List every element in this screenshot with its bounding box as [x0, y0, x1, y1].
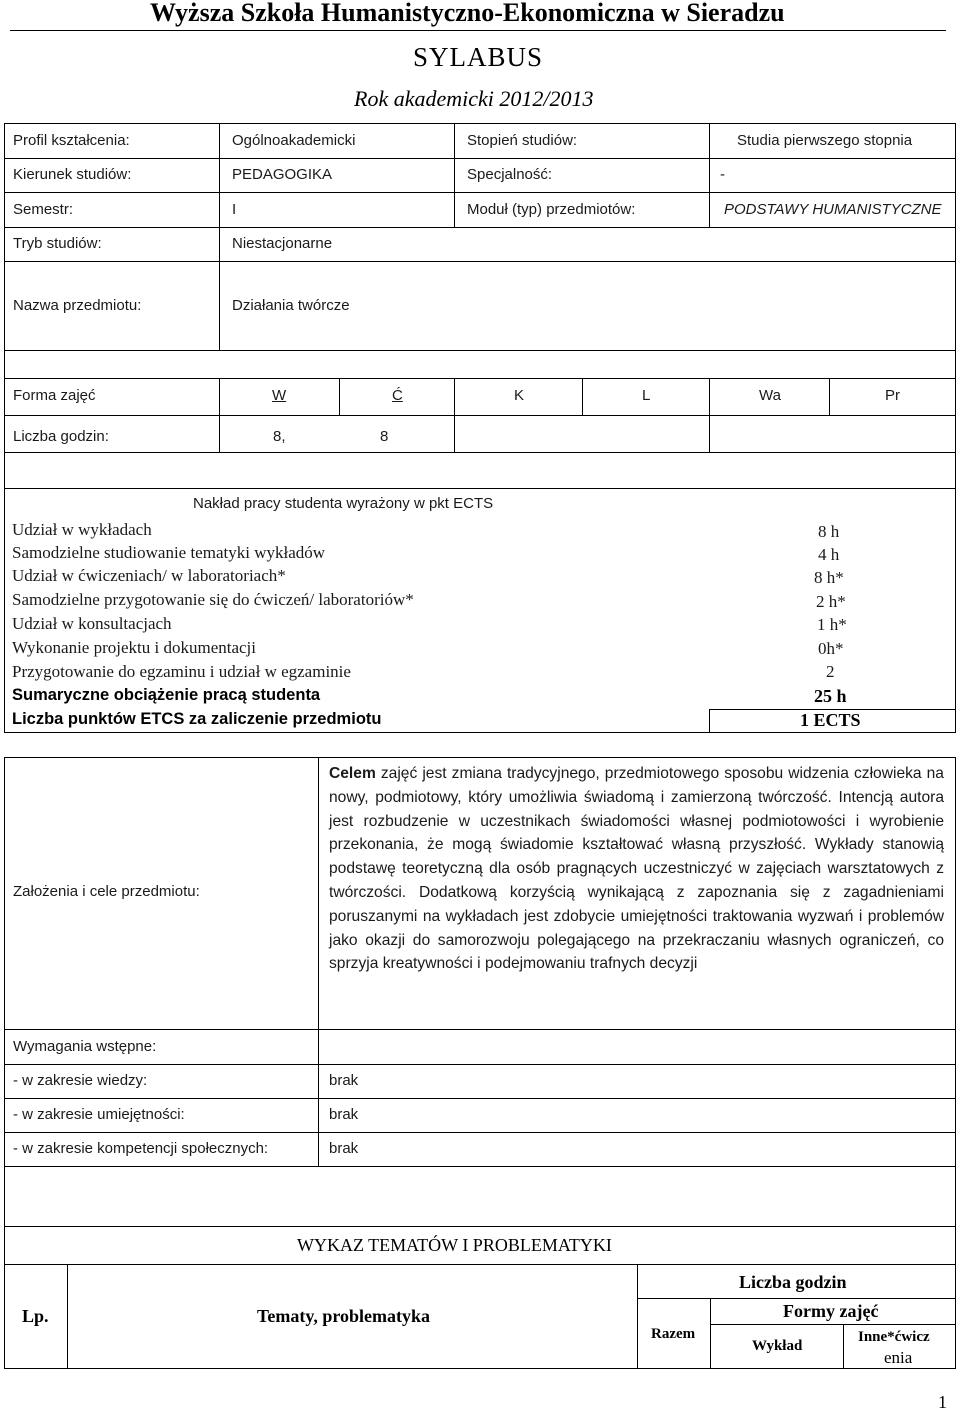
- mode-value: Niestacjonarne: [232, 235, 333, 252]
- spec-label: Specjalność:: [467, 166, 553, 183]
- goals-border: [318, 757, 319, 1166]
- goals-label: Założenia i cele przedmiotu:: [13, 883, 200, 900]
- ects-border: [709, 709, 710, 733]
- ects-points-label: Liczba punktów ETCS za zaliczenie przedmiotu: [12, 710, 382, 728]
- topics-subject-header: Tematy, problematyka: [257, 1306, 431, 1326]
- form-k: K: [514, 387, 525, 404]
- semester-label: Semestr:: [13, 201, 74, 218]
- topics-border: [637, 1298, 955, 1299]
- info-border: [709, 378, 710, 452]
- goals-border: [4, 1166, 956, 1167]
- hours-c: 8: [380, 428, 389, 445]
- info-border: [4, 158, 956, 159]
- forms-label: Forma zajęć: [13, 387, 96, 404]
- doc-title: SYLABUS: [413, 42, 544, 72]
- topics-other-header-1: Inne*ćwicz: [858, 1329, 930, 1345]
- topics-border: [4, 1264, 956, 1265]
- ects-points-value: 1 ECTS: [800, 710, 861, 730]
- req-skills-value: brak: [329, 1106, 359, 1123]
- spec-value: -: [720, 166, 725, 183]
- info-border: [454, 123, 455, 227]
- degree-label: Stopień studiów:: [467, 132, 578, 149]
- ects-total-value: 25 h: [814, 686, 847, 706]
- ects-total-label: Sumaryczne obciążenie pracą studenta: [12, 686, 321, 704]
- ects-row-value: 8 h*: [814, 568, 844, 587]
- hours-w: 8,: [273, 428, 286, 445]
- ects-row-value: 0h*: [818, 639, 844, 658]
- ects-row-label: Samodzielne przygotowanie się do ćwiczeń/ laboratoriów*: [12, 590, 414, 609]
- info-border: [4, 261, 956, 262]
- semester-value: I: [232, 201, 237, 218]
- info-border: [4, 378, 956, 379]
- req-social-value: brak: [329, 1140, 359, 1157]
- form-w: W: [272, 387, 287, 404]
- info-border: [4, 227, 956, 228]
- goals-text: [329, 762, 944, 976]
- topics-total-header: Razem: [651, 1326, 696, 1342]
- topics-border: [843, 1324, 844, 1368]
- info-border: [955, 123, 956, 488]
- goals-text-bold: Celem: [329, 765, 376, 782]
- module-label: Moduł (typ) przedmiotów:: [467, 201, 636, 218]
- ects-row-label: Udział w konsultacjach: [12, 614, 172, 633]
- topics-other-header-2: enia: [884, 1348, 913, 1367]
- topics-forms-header: Formy zajęć: [783, 1301, 879, 1321]
- hours-label: Liczba godzin:: [13, 428, 109, 445]
- info-border: [4, 452, 956, 453]
- info-border: [4, 192, 956, 193]
- goals-border: [4, 757, 956, 758]
- field-label: Kierunek studiów:: [13, 166, 132, 183]
- field-value: PEDAGOGIKA: [232, 166, 333, 183]
- ects-row-value: 8 h: [818, 522, 840, 541]
- ects-row-label: Wykonanie projektu i dokumentacji: [12, 638, 256, 657]
- header-rule: [10, 30, 946, 31]
- degree-value: Studia pierwszego stopnia: [737, 132, 913, 149]
- form-wa: Wa: [759, 387, 781, 404]
- form-pr: Pr: [885, 387, 900, 404]
- profile-value: Ogólnoakademicki: [232, 132, 356, 149]
- ects-row-value: 1 h*: [817, 615, 847, 634]
- goals-text-body: zajęć jest zmiana tradycyjnego, przedmiotowego sposobu widzenia człowieka na nowy, podmiotowy, który umożliwia świadomą i zamierzoną twórczość. Intencją autora jest rozbudzenie w uczestnikach świadomości własnej podmiotowości i wyrobienie przekonania, że mogą świadomie kształtować własną przyszłość. Wykłady stanowią podstawę teoretyczną dla osób pragnących uczestniczyć w zajęciach warsztatowych z twórczości. Dodatkową korzyścią wynikającą z zapoznania się z zagadnieniami poruszanymi na wykładach jest zdobycie umiejętności traktowania wyzwań i problemów jako okazji do samorozwoju polegającego na przekraczaniu własnych ograniczeń, co sprzyja kreatywności i podejmowaniu trafnych decyzji: [329, 765, 944, 973]
- goals-border: [4, 1098, 956, 1099]
- topics-border: [67, 1264, 68, 1368]
- info-border: [582, 378, 583, 415]
- topics-lp: Lp.: [22, 1306, 49, 1326]
- requirements-label: Wymagania wstępne:: [13, 1038, 157, 1055]
- form-l: L: [642, 387, 651, 404]
- page-number: 1: [938, 1392, 947, 1412]
- ects-border: [4, 488, 5, 733]
- subject-value: Działania twórcze: [232, 297, 350, 314]
- module-value: PODSTAWY HUMANISTYCZNE: [724, 201, 942, 218]
- goals-border: [4, 1226, 956, 1227]
- topics-border: [4, 1226, 5, 1369]
- req-social-label: - w zakresie kompetencji społecznych:: [13, 1140, 269, 1157]
- topics-border: [710, 1298, 711, 1368]
- ects-row-value: 4 h: [818, 545, 840, 564]
- school-name: Wyższa Szkoła Humanistyczno-Ekonomiczna w Sieradzu: [150, 0, 785, 27]
- topics-lecture-header: Wykład: [752, 1338, 803, 1354]
- topics-hours-header: Liczba godzin: [739, 1272, 847, 1292]
- info-border: [454, 378, 455, 452]
- mode-label: Tryb studiów:: [13, 235, 102, 252]
- topics-border: [710, 1324, 955, 1325]
- goals-border: [4, 1064, 956, 1065]
- info-border: [4, 415, 956, 416]
- ects-title: Nakład pracy studenta wyrażony w pkt ECTS: [193, 495, 494, 512]
- ects-row-label: Udział w ćwiczeniach/ w laboratoriach*: [12, 566, 286, 585]
- ects-row-value: 2 h*: [816, 592, 846, 611]
- ects-row-label: Samodzielne studiowanie tematyki wykładów: [12, 543, 326, 562]
- info-border: [219, 378, 220, 452]
- goals-border: [955, 757, 956, 1226]
- info-border: [4, 350, 956, 351]
- goals-border: [4, 1132, 956, 1133]
- ects-row-label: Przygotowanie do egzaminu i udział w egzaminie: [12, 662, 351, 681]
- ects-row-label: Udział w wykładach: [12, 520, 152, 539]
- subject-label: Nazwa przedmiotu:: [13, 297, 142, 314]
- form-c: Ć: [392, 387, 403, 404]
- info-border: [219, 123, 220, 350]
- info-border: [339, 378, 340, 415]
- topics-border: [637, 1264, 638, 1368]
- req-skills-label: - w zakresie umiejętności:: [13, 1106, 185, 1123]
- topics-other-header: [858, 1326, 930, 1346]
- goals-border: [4, 1029, 956, 1030]
- info-border: [4, 488, 956, 489]
- ects-border: [955, 488, 956, 733]
- ects-row-value: 2: [826, 662, 835, 681]
- topics-title: WYKAZ TEMATÓW I PROBLEMATYKI: [297, 1235, 612, 1255]
- req-knowledge-label: - w zakresie wiedzy:: [13, 1072, 148, 1089]
- info-border: [709, 123, 710, 227]
- info-border: [829, 378, 830, 415]
- profile-label: Profil kształcenia:: [13, 132, 130, 149]
- info-border: [4, 123, 956, 124]
- topics-border: [955, 1226, 956, 1369]
- academic-year: Rok akademicki 2012/2013: [354, 86, 594, 111]
- ects-border: [4, 732, 956, 733]
- goals-border: [4, 757, 5, 1226]
- info-border: [4, 123, 5, 488]
- req-knowledge-value: brak: [329, 1072, 359, 1089]
- topics-border: [4, 1368, 956, 1369]
